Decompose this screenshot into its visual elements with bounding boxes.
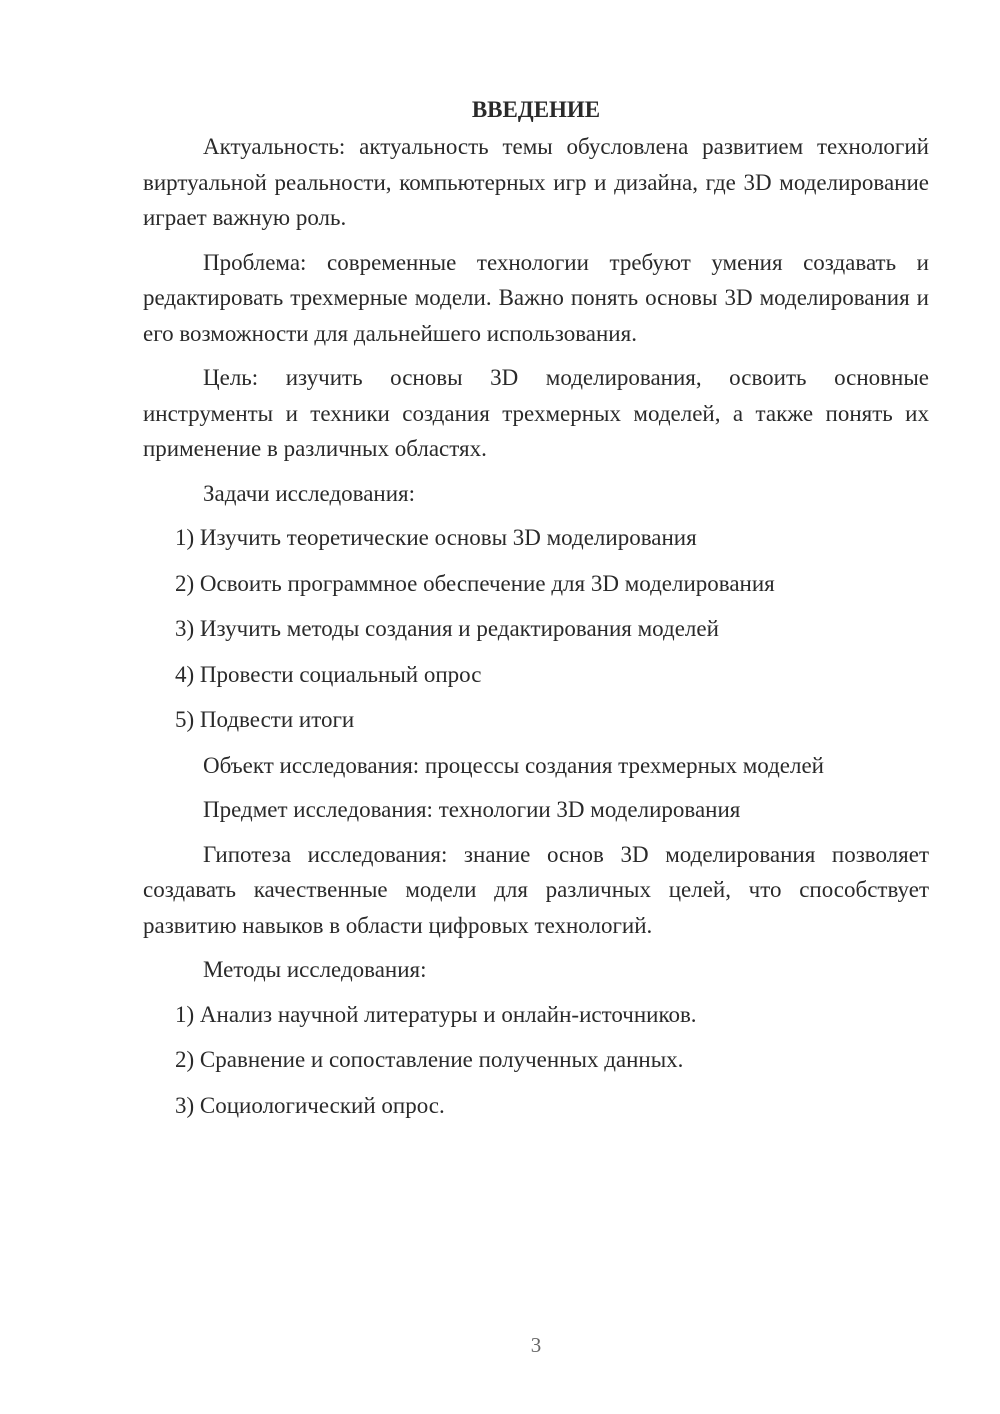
- hypothesis-paragraph: Гипотеза исследования: знание основ 3D моделирования позволяет создавать качественные модели для различных целей, что способствует развитию навыков в области цифровых технологий.: [143, 841, 929, 938]
- tasks-list: [143, 520, 929, 738]
- goal-paragraph: Цель: изучить основы 3D моделирования, освоить основные инструменты и техники создания трехмерных моделей, а также понять их применение в различных областях.: [143, 365, 929, 461]
- tasks-heading: Задачи исследования:: [203, 480, 416, 506]
- page-number: 3: [530, 1333, 542, 1357]
- object-paragraph: Объект исследования: процессы создания трехмерных моделей: [203, 752, 824, 778]
- list-item: 5) Подвести итоги: [175, 707, 355, 732]
- list-item: 4) Провести социальный опрос: [175, 661, 482, 687]
- list-item: 1) Изучить теоретические основы 3D моделирования: [175, 525, 697, 550]
- list-item: 3) Изучить методы создания и редактирования моделей: [175, 616, 719, 641]
- page-title: ВВЕДЕНИЕ: [471, 97, 601, 122]
- list-item: 3) Социологический опрос.: [175, 1092, 445, 1118]
- document-body: [143, 93, 929, 1133]
- subject-paragraph: Предмет исследования: технологии 3D моделирования: [203, 797, 741, 822]
- list-item: 2) Освоить программное обеспечение для 3D моделирования: [175, 570, 775, 596]
- methods-heading: Методы исследования:: [203, 957, 427, 982]
- methods-list: [143, 997, 929, 1124]
- problem-paragraph: Проблема: современные технологии требуют умения создавать и редактировать трехмерные модели. Важно понять основы 3D моделирования и его возможности для дальнейшего использования.: [143, 249, 929, 346]
- relevance-paragraph: Актуальность: актуальность темы обусловлена развитием технологий виртуальной реальности, компьютерных игр и дизайна, где 3D моделирование играет важную роль.: [143, 134, 929, 230]
- list-item: 1) Анализ научной литературы и онлайн-источников.: [175, 1001, 697, 1027]
- list-item: 2) Сравнение и сопоставление полученных данных.: [175, 1047, 684, 1072]
